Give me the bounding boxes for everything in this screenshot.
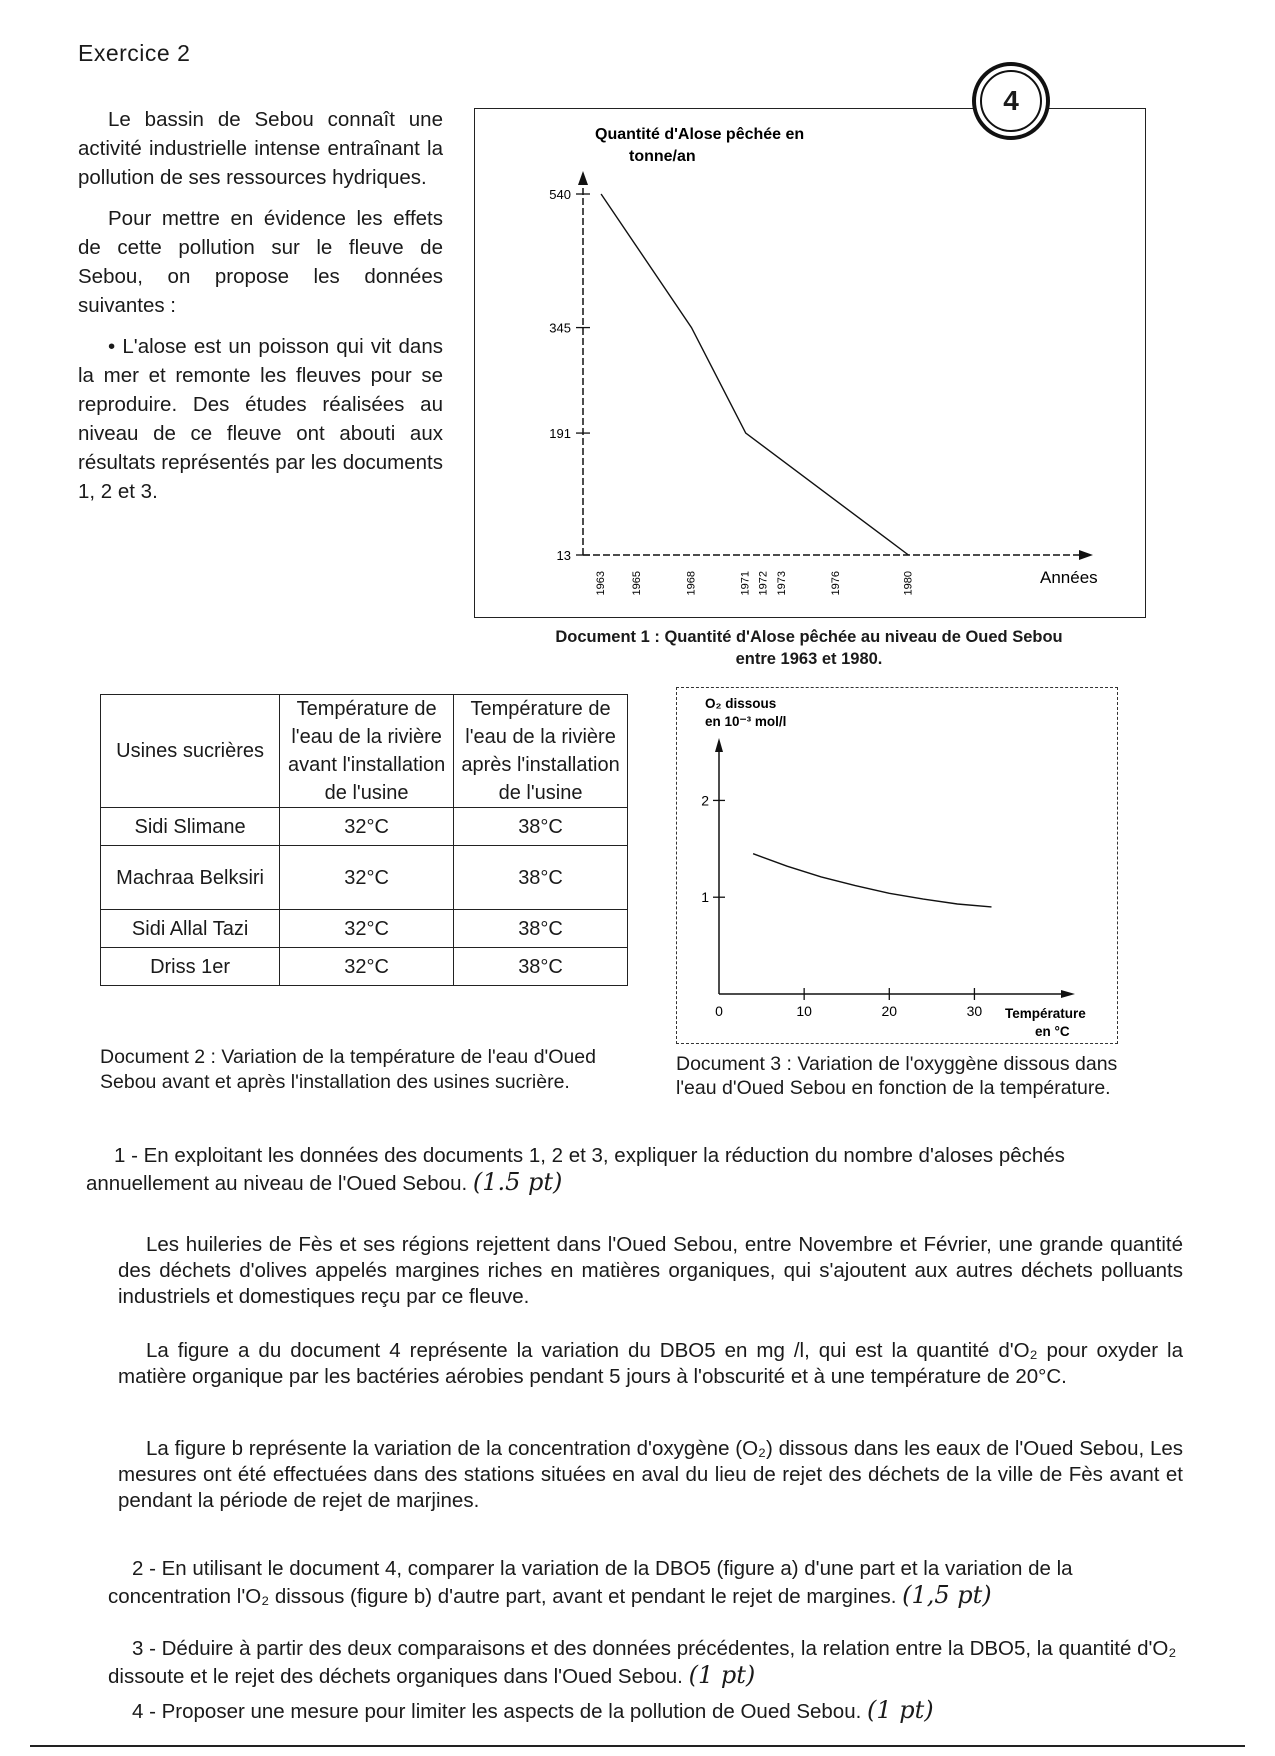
x-tick-label: 1971 bbox=[739, 571, 752, 596]
series-line bbox=[753, 854, 991, 907]
y-axis-arrow bbox=[715, 738, 723, 752]
x-tick-label: 1976 bbox=[830, 571, 843, 596]
x-axis-label-line-1: Température bbox=[1005, 1006, 1086, 1021]
table-cell: 32°C bbox=[280, 808, 454, 846]
intro-paragraph-3: • L'alose est un poisson qui vit dans la mer et remonte les fleuves pour se reproduire. Des études réalisées au niveau de ce fleuve ont abouti aux résultats représentés par les documents 1, 2 et 3. bbox=[78, 335, 443, 503]
question-2-text: 2 - En utilisant le document 4, comparer la variation de la DBO5 (figure a) d'une part et la variation de la concentration l'O₂ dissous (figure b) d'autre part, avant et pendant le rejet de margines. bbox=[108, 1557, 1073, 1608]
table-row bbox=[101, 808, 628, 846]
question-1-text: 1 - En exploitant les données des documents 1, 2 et 3, expliquer la réduction du nombre d'aloses pêchés annuellement au niveau de l'Oued Sebou. bbox=[86, 1144, 1065, 1195]
intro-paragraph-2: Pour mettre en évidence les effets de cette pollution sur le fleuve de Sebou, on propose les données suivantes : bbox=[78, 207, 443, 317]
x-axis-arrow bbox=[1079, 550, 1093, 560]
table-row bbox=[101, 948, 628, 986]
y-tick-label: 540 bbox=[549, 187, 571, 202]
x-axis-label: Années bbox=[1040, 568, 1098, 587]
footer-rule bbox=[30, 1745, 1245, 1747]
question-4-points: (1 pt) bbox=[867, 1696, 934, 1724]
y-axis-label-line-1: O₂ dissous bbox=[705, 696, 777, 711]
badge-inner-ring bbox=[980, 70, 1042, 132]
question-2-points: (1,5 pt) bbox=[902, 1581, 992, 1609]
table-cell: Sidi Allal Tazi bbox=[101, 910, 280, 948]
y-axis-label-line-2: en 10⁻³ mol/l bbox=[705, 714, 787, 729]
question-1-points: (1.5 pt) bbox=[472, 1168, 563, 1196]
y-tick-label: 13 bbox=[556, 548, 571, 563]
intro-text bbox=[78, 105, 443, 518]
question-1 bbox=[86, 1143, 1186, 1197]
y-tick-label: 2 bbox=[701, 792, 709, 809]
question-3 bbox=[108, 1636, 1183, 1690]
page-number-badge bbox=[972, 62, 1050, 140]
x-tick-label: 1968 bbox=[685, 571, 698, 596]
table-row bbox=[101, 846, 628, 910]
document-3-chart bbox=[676, 687, 1118, 1044]
document-3-caption: Document 3 : Variation de l'oxyggène dissous dans l'eau d'Oued Sebou en fonction de la température. bbox=[676, 1053, 1118, 1099]
document-2-caption: Document 2 : Variation de la température de l'eau d'Oued Sebou avant et après l'installation des usines sucrière. bbox=[100, 1046, 596, 1093]
context-paragraph-2: La figure a du document 4 représente la variation du DBO5 en mg /l, qui est la quantité d'O₂ pour oxyder la matière organique par les bactéries aérobies pendant 5 jours à l'obscurité et à une température de 20°C. bbox=[118, 1339, 1183, 1388]
table-header-row bbox=[101, 695, 628, 808]
table-cell: 38°C bbox=[454, 948, 628, 986]
table-cell: Sidi Slimane bbox=[101, 808, 280, 846]
table-header-cell: Usines sucrières bbox=[101, 695, 280, 808]
x-axis-label-line-2: en °C bbox=[1035, 1024, 1070, 1039]
x-tick-label: 1980 bbox=[902, 571, 915, 596]
x-axis-arrow bbox=[1061, 990, 1075, 998]
series-line bbox=[601, 194, 908, 555]
y-tick-label: 1 bbox=[701, 889, 709, 906]
table-header-cell: Température de l'eau de la rivière après l'installation de l'usine bbox=[454, 695, 628, 808]
table-cell: 32°C bbox=[280, 846, 454, 910]
document-1-caption bbox=[474, 626, 1144, 670]
x-tick-label: 20 bbox=[881, 1003, 898, 1019]
question-3-points: (1 pt) bbox=[688, 1661, 756, 1689]
table-cell: Driss 1er bbox=[101, 948, 280, 986]
document-1-caption-line-1: Document 1 : Quantité d'Alose pêchée au niveau de Oued Sebou bbox=[555, 628, 1063, 646]
table-row bbox=[101, 910, 628, 948]
y-tick-label: 191 bbox=[549, 426, 571, 442]
table-cell: Machraa Belksiri bbox=[101, 846, 280, 910]
x-tick-label: 10 bbox=[796, 1003, 812, 1019]
table-cell: 38°C bbox=[454, 846, 628, 910]
document-3-svg bbox=[677, 688, 1117, 1043]
document-1-svg bbox=[475, 109, 1145, 617]
x-tick-label: 1973 bbox=[775, 571, 788, 596]
question-4-text: 4 - Proposer une mesure pour limiter les aspects de la pollution de Oued Sebou. bbox=[132, 1700, 862, 1723]
table-cell: 32°C bbox=[280, 910, 454, 948]
document-2-table bbox=[100, 694, 628, 986]
exercise-title: Exercice 2 bbox=[78, 40, 191, 66]
chart-title-line-2: tonne/an bbox=[629, 148, 696, 165]
table-header-cell: Température de l'eau de la rivière avant l'installation de l'usine bbox=[280, 695, 454, 808]
x-tick-label: 1963 bbox=[594, 571, 607, 596]
table-cell: 38°C bbox=[454, 910, 628, 948]
intro-paragraph-1: Le bassin de Sebou connaît une activité industrielle intense entraînant la pollution de ses ressources hydriques. bbox=[78, 108, 443, 189]
x-tick-label: 1965 bbox=[631, 571, 644, 596]
table-cell: 32°C bbox=[280, 948, 454, 986]
table-cell: 38°C bbox=[454, 808, 628, 846]
y-tick-label: 345 bbox=[549, 320, 571, 336]
context-paragraph-3: La figure b représente la variation de la concentration d'oxygène (O₂) dissous dans les eaux de l'Oued Sebou, Les mesures ont été effectuées dans des stations situées en aval du lieu de rejet des déchets de la ville de Fès avant et pendant la période de rejet de marjines. bbox=[118, 1437, 1183, 1512]
document-1-chart bbox=[474, 108, 1146, 618]
document-1-caption-line-2: entre 1963 et 1980. bbox=[735, 650, 883, 668]
chart-title-line-1: Quantité d'Alose pêchée en bbox=[595, 126, 805, 143]
x-tick-label: 0 bbox=[715, 1003, 723, 1019]
context-paragraph-1: Les huileries de Fès et ses régions rejettent dans l'Oued Sebou, entre Novembre et Février, une grande quantité des déchets d'olives appelés margines riches en matières organiques, qui s'ajoutent aux autres déchets polluants industriels et domestiques reçu par ce fleuve. bbox=[118, 1233, 1183, 1308]
question-3-text: 3 - Déduire à partir des deux comparaisons et des données précédentes, la relation entre la DBO5, la quantité d'O₂ dissoute et le rejet des déchets organiques dans l'Oued Sebou. bbox=[108, 1637, 1177, 1688]
y-axis-arrow bbox=[578, 171, 588, 185]
x-tick-label: 1972 bbox=[757, 571, 770, 596]
badge-number: 4 bbox=[1003, 85, 1019, 116]
question-4 bbox=[108, 1697, 1183, 1725]
x-tick-label: 30 bbox=[966, 1003, 983, 1019]
question-2 bbox=[108, 1556, 1183, 1610]
